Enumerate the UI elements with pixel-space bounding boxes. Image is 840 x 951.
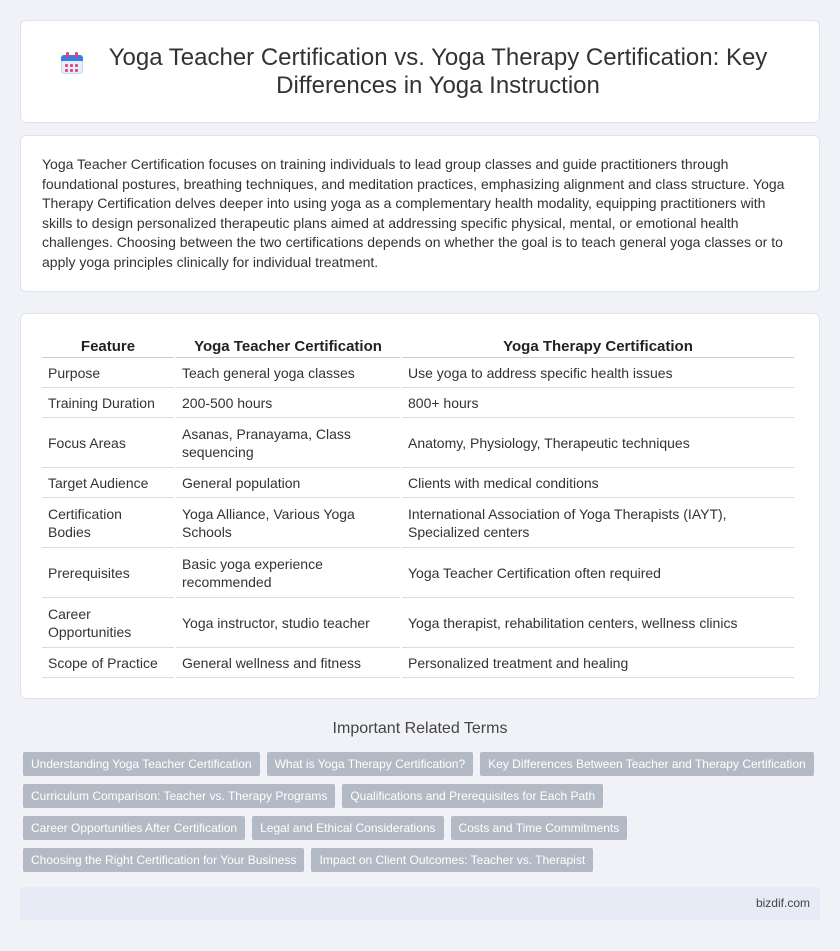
table-cell: Yoga instructor, studio teacher (176, 598, 400, 648)
table-cell: General population (176, 468, 400, 498)
related-tag[interactable]: Choosing the Right Certification for Your Business (23, 848, 304, 872)
table-cell: Focus Areas (42, 418, 174, 468)
footer-brand[interactable]: bizdif.com (755, 896, 810, 910)
intro-paragraph: Yoga Teacher Certification focuses on training individuals to lead group classes and guide practitioners through foundational postures, breathing techniques, and meditation practices, emphasizing alignment and class structure. Yoga Therapy Certification delves deeper into using yoga as a complementary health modality, equipping practitioners with skills to design personalized therapeutic plans aimed at addressing specific physical, mental, or emotional health challenges. Choosing between the two certifications depends on whether the goal is to teach general yoga classes or to apply yoga principles clinically for individual treatment. (42, 156, 785, 270)
table-cell: General wellness and fitness (176, 648, 400, 678)
related-terms-title: Important Related Terms (332, 720, 508, 737)
related-tag[interactable]: Impact on Client Outcomes: Teacher vs. Therapist (311, 848, 593, 872)
table-row (42, 388, 794, 418)
comparison-card (20, 313, 820, 699)
calendar-icon (61, 52, 83, 74)
table-cell: Yoga therapist, rehabilitation centers, wellness clinics (402, 598, 794, 648)
intro-card (20, 135, 820, 292)
table-cell: Purpose (42, 358, 174, 388)
table-cell: Scope of Practice (42, 648, 174, 678)
table-cell: Career Opportunities (42, 598, 174, 648)
related-tags-row (23, 752, 823, 776)
table-row (42, 418, 794, 468)
related-tag[interactable]: Career Opportunities After Certification (23, 816, 245, 840)
page-title: Yoga Teacher Certification vs. Yoga Therapy Certification: Key Differences in Yoga Instruction (108, 43, 768, 99)
table-cell: Training Duration (42, 388, 174, 418)
table-cell: Clients with medical conditions (402, 468, 794, 498)
related-tag[interactable]: Costs and Time Commitments (451, 816, 628, 840)
table-row (42, 498, 794, 548)
title-wrap (61, 44, 779, 100)
table-cell: Teach general yoga classes (176, 358, 400, 388)
table-cell: 200-500 hours (176, 388, 400, 418)
related-tag[interactable]: Legal and Ethical Considerations (252, 816, 443, 840)
related-tag[interactable]: Curriculum Comparison: Teacher vs. Therapy Programs (23, 784, 335, 808)
table-cell: Personalized treatment and healing (402, 648, 794, 678)
table-cell: Anatomy, Physiology, Therapeutic techniques (402, 418, 794, 468)
table-cell: International Association of Yoga Therapists (IAYT), Specialized centers (402, 498, 794, 548)
related-tag[interactable]: What is Yoga Therapy Certification? (267, 752, 474, 776)
table-cell: Certification Bodies (42, 498, 174, 548)
table-row (42, 648, 794, 678)
related-tag[interactable]: Qualifications and Prerequisites for Each Path (342, 784, 603, 808)
table-cell: Prerequisites (42, 548, 174, 598)
table-cell: 800+ hours (402, 388, 794, 418)
table-cell: Use yoga to address specific health issues (402, 358, 794, 388)
table-row (42, 358, 794, 388)
related-tags-row (23, 848, 823, 872)
related-tags-row (23, 784, 823, 808)
related-tags-row (23, 816, 823, 840)
table-cell: Yoga Teacher Certification often required (402, 548, 794, 598)
title-card (20, 20, 820, 123)
comparison-table (40, 332, 796, 678)
table-row (42, 598, 794, 648)
table-header-cell: Yoga Teacher Certification (176, 332, 400, 358)
footer (20, 887, 820, 920)
table-cell: Basic yoga experience recommended (176, 548, 400, 598)
table-header-row (42, 332, 794, 358)
table-header-cell: Yoga Therapy Certification (402, 332, 794, 358)
related-tag[interactable]: Understanding Yoga Teacher Certification (23, 752, 260, 776)
table-header-cell: Feature (42, 332, 174, 358)
table-row (42, 468, 794, 498)
table-cell: Asanas, Pranayama, Class sequencing (176, 418, 400, 468)
table-cell: Yoga Alliance, Various Yoga Schools (176, 498, 400, 548)
related-tag[interactable]: Key Differences Between Teacher and Therapy Certification (480, 752, 814, 776)
table-row (42, 548, 794, 598)
table-cell: Target Audience (42, 468, 174, 498)
